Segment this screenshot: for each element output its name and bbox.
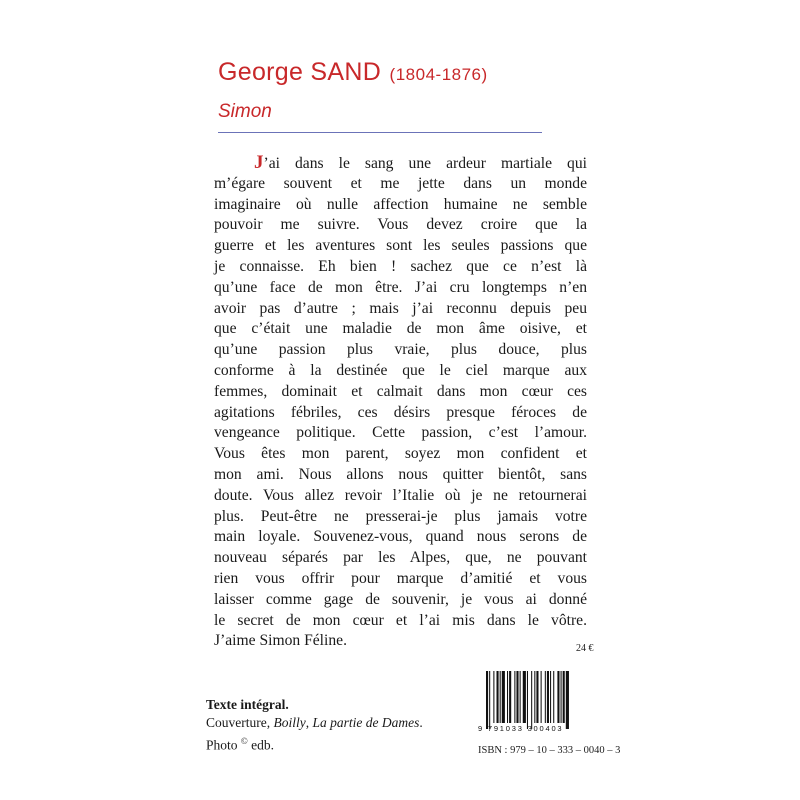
excerpt-line-text: laisser comme gage de souvenir, je vous ai donné xyxy=(214,590,587,608)
excerpt-line xyxy=(214,444,587,465)
drop-cap: J xyxy=(254,152,264,173)
excerpt-line xyxy=(214,236,587,257)
excerpt-line xyxy=(214,507,587,528)
excerpt-line xyxy=(214,340,587,361)
excerpt-line-text: je connaisse. Eh bien ! sachez que ce n’est là xyxy=(214,257,587,275)
excerpt-line-text: le secret de mon cœur et l’ai mis dans le vôtre. xyxy=(214,611,587,629)
barcode-bar xyxy=(507,671,508,723)
excerpt-line-text: m’égare souvent et me jette dans un monde xyxy=(214,174,587,192)
title-divider xyxy=(218,132,542,133)
excerpt-line xyxy=(214,465,587,486)
isbn-label: ISBN : 979 – 10 – 333 – 0040 – 3 xyxy=(478,745,621,756)
excerpt-line xyxy=(214,548,587,569)
excerpt-line xyxy=(214,569,587,590)
credits-cover-separator: , xyxy=(305,715,313,730)
excerpt-text xyxy=(214,153,587,652)
barcode-bar xyxy=(489,671,490,729)
barcode-bar xyxy=(550,671,551,723)
credits-cover-end: . xyxy=(419,715,423,730)
author-heading xyxy=(218,58,488,87)
excerpt-line-text: J’aime Simon Féline. xyxy=(214,632,347,650)
credits-cover-artist: Boilly xyxy=(273,715,306,730)
barcode-bar xyxy=(527,671,528,729)
barcode-bar xyxy=(536,671,538,723)
excerpt-line-text: que c’était une maladie de mon âme oisive, et xyxy=(214,320,587,338)
excerpt-line-text: Vous êtes mon parent, soyez mon confident et xyxy=(214,445,587,463)
barcode-bar xyxy=(531,671,532,729)
credits-full-text: Texte intégral. xyxy=(206,697,289,712)
barcode-bar xyxy=(534,671,535,723)
barcode-bar xyxy=(486,671,488,729)
excerpt-line-text: ’ai dans le sang une ardeur martiale qui xyxy=(263,155,587,172)
excerpt-line-text: guerre et les aventures sont les seules passions que xyxy=(214,237,587,255)
barcode-bars xyxy=(486,671,569,729)
excerpt-line xyxy=(214,299,587,320)
barcode-bar xyxy=(516,671,518,723)
credits-cover-prefix: Couverture, xyxy=(206,715,274,730)
barcode-bar xyxy=(497,671,499,723)
barcode-bar xyxy=(493,671,494,723)
barcode-bar xyxy=(566,671,569,729)
excerpt-line-text: mon ami. Nous allons nous quitter bientôt, sans xyxy=(214,465,587,483)
excerpt-line-text: conforme à la destinée que le ciel marque aux xyxy=(214,361,587,379)
author-name: George SAND xyxy=(218,58,382,86)
excerpt-line xyxy=(214,319,587,340)
excerpt-line-text: avoir pas d’autre ; mais j’ai reconnu depuis peu xyxy=(214,299,587,317)
barcode-bar xyxy=(520,671,521,723)
credits-cover-work: La partie de Dames xyxy=(312,715,420,730)
excerpt-line xyxy=(214,611,587,632)
barcode-bar xyxy=(563,671,565,723)
excerpt-line-text: main loyale. Souvenez-vous, quand nous serons de xyxy=(214,528,587,546)
excerpt-line-text: rien vous offrir pour marque d’amitié et vous xyxy=(214,569,587,587)
excerpt-line xyxy=(214,361,587,382)
credits-cover xyxy=(206,714,423,732)
barcode-bar xyxy=(509,671,511,723)
excerpt-line xyxy=(214,403,587,424)
author-dates: (1804-1876) xyxy=(389,65,488,84)
excerpt-line-text: pouvoir me suivre. Vous devez croire que la xyxy=(214,216,587,234)
barcode-bar xyxy=(547,671,549,723)
barcode-bar xyxy=(545,671,546,723)
excerpt-line xyxy=(214,527,587,548)
excerpt-line xyxy=(214,195,587,216)
barcode-bar xyxy=(541,671,542,723)
excerpt-line xyxy=(214,631,587,652)
price-label: 24 € xyxy=(576,643,594,654)
excerpt-line xyxy=(214,174,587,195)
excerpt-line-text: qu’une passion plus vraie, plus douce, plus xyxy=(214,341,587,359)
barcode-bar xyxy=(553,671,554,723)
barcode-digits: 9 791033 300403 xyxy=(478,724,564,733)
barcode-bar xyxy=(557,671,559,723)
credits-block xyxy=(206,696,423,755)
excerpt-line xyxy=(214,423,587,444)
excerpt-line xyxy=(214,278,587,299)
excerpt-line-text: doute. Vous allez revoir l’Italie où je ne retournerai xyxy=(214,486,587,504)
excerpt-line xyxy=(214,257,587,278)
excerpt-line-text: plus. Peut-être ne presserai-je plus jamais votre xyxy=(214,507,587,525)
credits-photo xyxy=(206,732,423,755)
excerpt-line xyxy=(214,153,587,174)
excerpt-line-text: femmes, dominait et calmait dans mon cœur ces xyxy=(214,382,587,400)
excerpt-line-text: imaginaire où nulle affection humaine ne semble xyxy=(214,195,587,213)
barcode-bar xyxy=(523,671,526,723)
excerpt-line xyxy=(214,215,587,236)
credits-photo-suffix: edb. xyxy=(247,737,274,753)
barcode-bar xyxy=(561,671,562,723)
excerpt-line-text: qu’une face de mon être. J’ai cru longtemps n’en xyxy=(214,278,587,296)
excerpt-line-text: agitations fébriles, ces désirs presque féroces de xyxy=(214,403,587,421)
excerpt-line xyxy=(214,382,587,403)
credits-photo-prefix: Photo xyxy=(206,737,241,753)
excerpt-line-text: vengeance politique. Cette passion, c’est l’amour. xyxy=(214,424,587,442)
excerpt-line-text: nouveau séparés par les Alpes, que, ne pouvant xyxy=(214,549,587,567)
excerpt-line xyxy=(214,590,587,611)
barcode-bar xyxy=(502,671,505,723)
excerpt-line xyxy=(214,486,587,507)
barcode-bar xyxy=(514,671,515,723)
book-title: Simon xyxy=(218,101,272,122)
copyright-symbol: © xyxy=(240,736,248,746)
barcode-bar xyxy=(500,671,501,723)
